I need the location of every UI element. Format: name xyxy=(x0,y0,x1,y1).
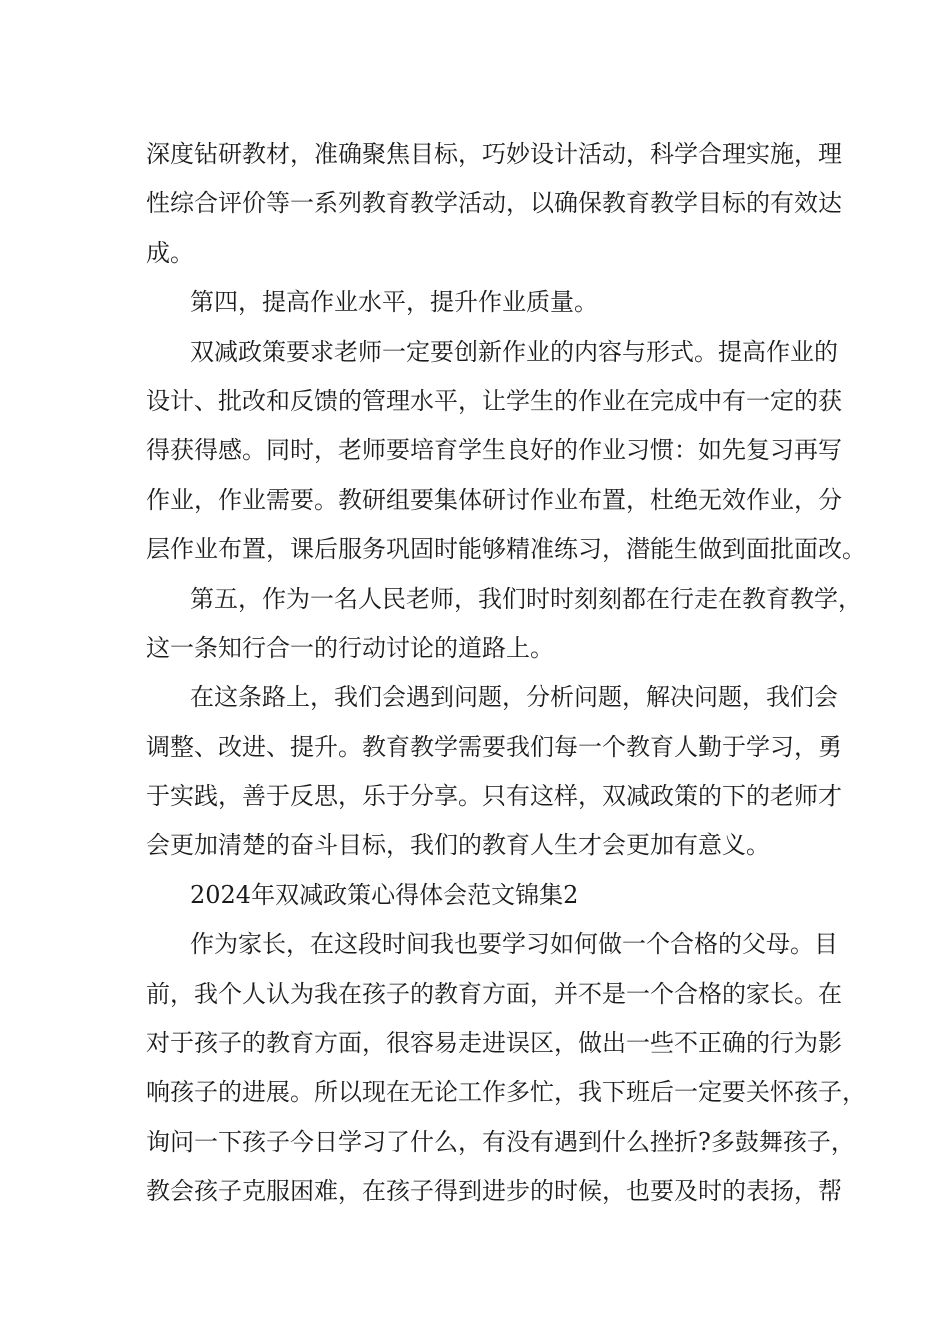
article-title: 2024年双减政策心得体会范文锦集2 xyxy=(190,880,579,909)
text-line: 深度钻研教材，准确聚焦目标，巧妙设计活动，科学合理实施，理 xyxy=(146,140,842,168)
text-line: 前，我个人认为我在孩子的教育方面，并不是一个合格的家长。在 xyxy=(146,979,842,1008)
document-body xyxy=(146,130,866,1217)
text-line: 层作业布置，课后服务巩固时能够精准练习，潜能生做到面批面改。 xyxy=(146,535,866,564)
text-line: 得获得感。同时，老师要培育学生良好的作业习惯：如先复习再写 xyxy=(146,436,842,465)
text-line: 响孩子的进展。所以现在无论工作多忙，我下班后一定要关怀孩子， xyxy=(146,1078,866,1107)
text-line: 在这条路上，我们会遇到问题，分析问题，解决问题，我们会 xyxy=(190,683,838,712)
text-line: 作为家长，在这段时间我也要学习如何做一个合格的父母。目 xyxy=(190,930,838,959)
text-line: 对于孩子的教育方面，很容易走进误区，做出一些不正确的行为影 xyxy=(146,1029,842,1058)
text-line: 成。 xyxy=(146,238,194,267)
text-line: 这一条知行合一的行动讨论的道路上。 xyxy=(146,633,554,662)
text-line: 第五，作为一名人民老师，我们时时刻刻都在行走在教育教学， xyxy=(190,584,862,613)
text-line: 作业，作业需要。教研组要集体研讨作业布置，杜绝无效作业，分 xyxy=(146,485,842,514)
text-line: 教会孩子克服困难，在孩子得到进步的时候，也要及时的表扬，帮 xyxy=(146,1177,842,1206)
text-line: 设计、批改和反馈的管理水平，让学生的作业在完成中有一定的获 xyxy=(146,386,842,415)
text-line: 会更加清楚的奋斗目标，我们的教育人生才会更加有意义。 xyxy=(146,831,770,860)
text-line: 调整、改进、提升。教育教学需要我们每一个教育人勤于学习，勇 xyxy=(146,732,842,761)
text-line: 询问一下孩子今日学习了什么，有没有遇到什么挫折?多鼓舞孩子， xyxy=(146,1127,855,1156)
text-line: 双减政策要求老师一定要创新作业的内容与形式。提高作业的 xyxy=(190,337,838,366)
text-line: 于实践，善于反思，乐于分享。只有这样，双减政策的下的老师才 xyxy=(146,782,842,811)
section-heading: 第四，提高作业水平，提升作业质量。 xyxy=(190,288,598,317)
text-line: 性综合评价等一系列教育教学活动，以确保教育教学目标的有效达 xyxy=(146,189,842,218)
